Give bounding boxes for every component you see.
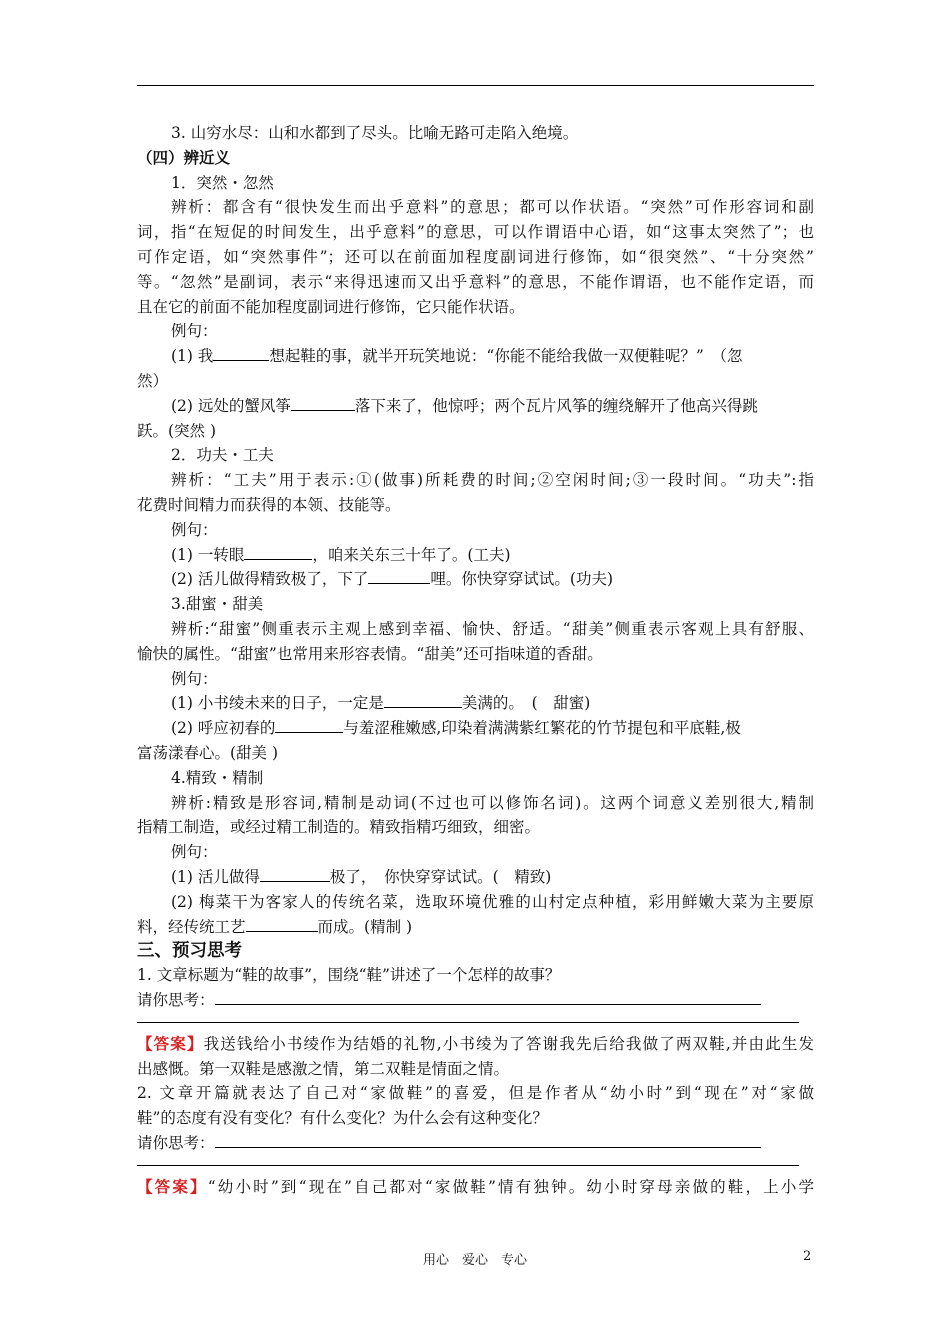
answer-label: 【答案】 [137, 1033, 204, 1053]
answer-rule [137, 1156, 799, 1166]
text-line: 辨析：“工夫”用于表示:①(做事)所耗费的时间;②空闲时间;③一段时间。“功夫”:指 [171, 471, 814, 490]
answer-rule [137, 1013, 799, 1023]
header-rule [137, 85, 814, 86]
fill-blank [275, 718, 343, 733]
text-line: 词，指“在短促的时间发生，出乎意料”的意思，可以作谓语中心语，如“这事太突然了”；也 [137, 223, 814, 242]
example-sentence: (1) 活儿做得 极了， 你快穿穿试试。( 精致) [171, 867, 552, 886]
fill-blank [213, 346, 269, 361]
example-sentence: (2) 活儿做得精致极了，下了 哩。你快穿穿试试。(功夫) [171, 570, 613, 589]
example-sentence: (1) 我 想起鞋的事，就半开玩笑地说：“你能不能给我做一双便鞋呢？” （忽 [171, 347, 743, 366]
answer-text: 【答案】“幼小时”到“现在”自己都对“家做鞋”情有独钟。幼小时穿母亲做的鞋，上小学 [137, 1176, 814, 1196]
fill-blank [244, 545, 312, 560]
question: 鞋”的态度有没有变化？有什么变化？为什么会有这种变化？ [137, 1109, 548, 1128]
page-number: 2 [803, 1249, 812, 1264]
answer-label: 【答案】 [137, 1176, 208, 1196]
think-prompt: 请你思考： [137, 988, 814, 1013]
answer-input-line[interactable] [215, 990, 761, 1005]
fill-blank [260, 867, 330, 882]
text-line: 等。“忽然”是副词，表示“来得迅速而又出乎意料”的意思，不能作谓语，也不能作定语，而 [137, 272, 814, 291]
answer-text: 【答案】我送钱给小书绫作为结婚的礼物,小书绫为了答谢我先后给我做了两双鞋,并由此生发 [137, 1033, 814, 1053]
text-line: 3. 山穷水尽：山和水都到了尽头。比喻无路可走陷入绝境。 [171, 124, 579, 142]
text-line: 指精工制造，或经过精工制造的。精致指精巧细致，细密。 [137, 818, 541, 837]
answer-text: 出感慨。第一双鞋是感激之情，第二双鞋是情面之情。 [137, 1059, 510, 1078]
example-label: 例句： [171, 669, 218, 688]
fill-blank [368, 569, 430, 584]
text-line: 然） [137, 371, 169, 390]
page-content [137, 121, 814, 1200]
answer-input-line[interactable] [215, 1133, 761, 1148]
text-line: 料，经传统工艺 而成。(精制 ) [137, 917, 413, 936]
text-line: 富荡漾春心。(甜美 ) [137, 743, 279, 762]
fill-blank [246, 917, 318, 932]
page-footer-motto: 用心 爱心 专心 [422, 1253, 527, 1268]
text-line: 辨析：都含有“很快发生而出乎意料”的意思；都可以作状语。“突然”可作形容词和副 [171, 198, 814, 217]
section-heading: 三、预习思考 [137, 941, 242, 962]
example-sentence: (2) 远处的蟹风筝 落下来了，他惊呼；两个瓦片风筝的缠绕解开了他高兴得跳 [171, 396, 758, 415]
example-label: 例句： [171, 843, 218, 862]
example-sentence: (1) 一转眼 ，咱来关东三十年了。(工夫) [171, 545, 511, 564]
fill-blank [291, 396, 355, 411]
example-sentence: (1) 小书绫未来的日子，一定是 美满的。 ( 甜蜜) [171, 694, 591, 713]
example-sentence: (2) 梅菜干为客家人的传统名菜，选取环境优雅的山村定点种植，彩用鲜嫩大菜为主要原 [171, 892, 814, 911]
word-pair-heading: 4.精致・精制 [171, 768, 264, 787]
word-pair-heading: 1．突然・忽然 [171, 173, 274, 192]
text-line: 辨析:“甜蜜”侧重表示主观上感到幸福、愉快、舒适。“甜美”侧重表示客观上具有舒服、 [171, 619, 814, 638]
word-pair-heading: 3.甜蜜・甜美 [171, 595, 264, 614]
fill-blank [384, 693, 462, 708]
question: 1. 文章标题为“鞋的故事”，围绕“鞋”讲述了一个怎样的故事？ [137, 966, 561, 985]
text-line: 可作定语，如“突然事件”；还可以在前面加程度副词进行修饰，如“很突然”、“十分突然” [137, 247, 814, 266]
word-pair-heading: 2．功夫・工夫 [171, 446, 274, 465]
text-line: 愉快的属性。“甜蜜”也常用来形容表情。“甜美”还可指味道的香甜。 [137, 644, 603, 663]
example-label: 例句： [171, 322, 218, 341]
text-line: 花费时间精力而获得的本领、技能等。 [137, 495, 401, 514]
text-line: 辨析:精致是形容词,精制是动词(不过也可以修饰名词)。这两个词意义差别很大,精制 [171, 793, 814, 812]
question: 2. 文章开篇就表达了自己对“家做鞋”的喜爱，但是作者从“幼小时”到“现在”对“家做 [137, 1084, 814, 1103]
text-line: 跃。(突然 ) [137, 421, 217, 440]
text-line: 且在它的前面不能加程度副词进行修饰，它只能作状语。 [137, 297, 525, 316]
section-heading: （四）辨近义 [137, 147, 231, 167]
example-label: 例句： [171, 520, 218, 539]
think-prompt: 请你思考： [137, 1131, 814, 1156]
example-sentence: (2) 呼应初春的 与羞涩稚嫩感,印染着满满紫红繁花的竹节提包和平底鞋,极 [171, 719, 741, 738]
